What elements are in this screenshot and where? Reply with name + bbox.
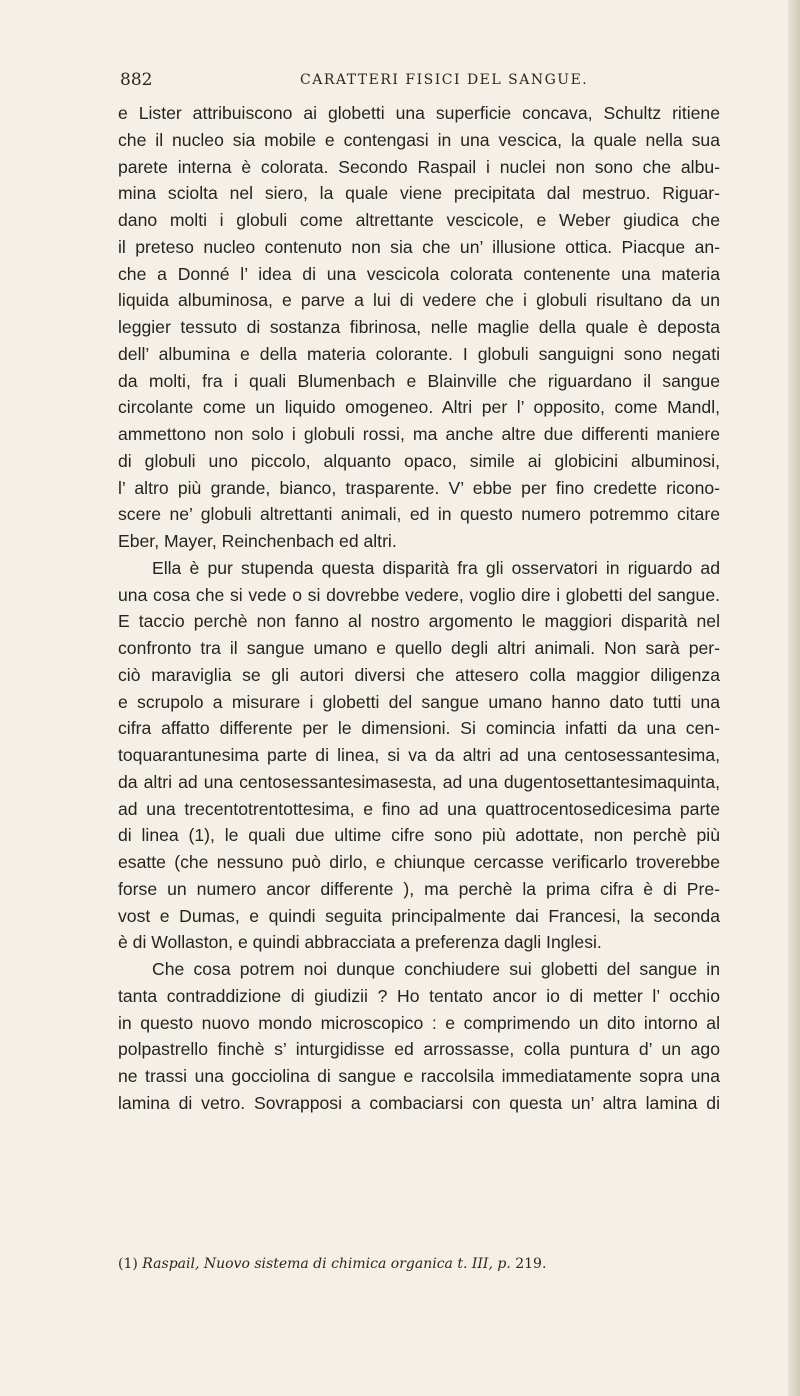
text-line: vost e Dumas, e quindi seguita principalmente dai Francesi, la seconda	[118, 905, 720, 926]
text-line: di linea (1), le quali due ultime cifre sono più adottate, non perchè più	[118, 825, 720, 846]
footnote-marker: (1)	[118, 1256, 138, 1272]
running-title: CARATTERI FISICI DEL SANGUE.	[300, 72, 589, 88]
text-line: polpastrello finchè s’ inturgidisse ed arrossasse, colla puntura d’ un ago	[118, 1039, 720, 1060]
footnote-page: 219.	[515, 1256, 547, 1272]
text-line: lamina di vetro. Sovrapposi a combaciarsi con questa un’ altra lamina di	[118, 1092, 720, 1113]
text-line: parete interna è colorata. Secondo Raspail i nuclei non sono che albu-	[118, 156, 720, 177]
text-line: è di Wollaston, e quindi abbracciata a preferenza dagli Inglesi.	[118, 932, 602, 953]
body-text	[118, 100, 720, 1117]
paragraph-start-line: Che cosa potrem noi dunque conchiudere sui globetti del sangue in	[152, 959, 720, 979]
text-line: cifra affatto differente per le dimensioni. Si comincia infatti da una cen-	[118, 718, 720, 739]
text-line: circolante come un liquido omogeneo. Altri per l’ opposito, come Mandl,	[118, 397, 720, 418]
footnote-work: Nuovo sistema di chimica organica t. III, p.	[203, 1256, 511, 1272]
text-line: in questo nuovo mondo microscopico : e comprimendo un dito intorno al	[118, 1012, 720, 1033]
text-line: da molti, fra i quali Blumenbach e Blainville che riguardano il sangue	[118, 370, 720, 391]
text-line: e scrupolo a misurare i globetti del sangue umano hanno dato tutti una	[118, 691, 720, 712]
text-line: toquarantunesima parte di linea, si va da altri ad una centosessantesima,	[118, 745, 720, 765]
text-line: liquida albuminosa, e parve a lui di vedere che i globuli risultano da un	[118, 290, 720, 311]
text-line: che a Donné l’ idea di una vescicola colorata contenente una materia	[118, 263, 720, 284]
page-header	[120, 70, 720, 94]
text-line: una cosa che si vede o si dovrebbe vedere, voglio dire i globetti del sangue.	[118, 584, 720, 605]
text-line: che il nucleo sia mobile e contengasi in una vescica, la quale nella sua	[118, 129, 720, 150]
text-line: l’ altro più grande, bianco, trasparente. V’ ebbe per fino credette ricono-	[118, 477, 720, 498]
text-line: ad una trecentotrentottesima, e fino ad una quattrocentosedicesima parte	[118, 798, 720, 819]
footnote	[118, 1256, 718, 1272]
text-line: scere ne’ globuli altrettanti animali, ed in questo numero potremmo citare	[118, 504, 720, 525]
text-line: dell’ albumina e della materia colorante. I globuli sanguigni sono negati	[118, 343, 720, 364]
text-line: tanta contraddizione di giudizii ? Ho tentato ancor io di metter l’ occhio	[118, 985, 720, 1006]
page-edge-shadow	[788, 0, 800, 1396]
paragraph-start-line: Ella è pur stupenda questa disparità fra gli osservatori in riguardo ad	[152, 557, 720, 578]
text-line: Eber, Mayer, Reinchenbach ed altri.	[118, 531, 397, 551]
page-number: 882	[120, 70, 153, 90]
text-line: confronto tra il sangue umano e quello degli altri animali. Non sarà per-	[118, 638, 720, 658]
text-line: forse un numero ancor differente ), ma perchè la prima cifra è di Pre-	[118, 878, 720, 899]
text-line: il preteso nucleo contenuto non sia che un’ illusione ottica. Piacque an-	[118, 236, 720, 257]
text-line: E taccio perchè non fanno al nostro argomento le maggiori disparità nel	[118, 611, 720, 632]
text-line: ciò maraviglia se gli autori diversi che attesero colla maggior diligenza	[118, 664, 720, 685]
text-line: esatte (che nessuno può dirlo, e chiunque cercasse verificarlo troverebbe	[118, 852, 720, 872]
text-line: leggier tessuto di sostanza fibrinosa, nelle maglie della quale è deposta	[118, 317, 720, 337]
text-line: ammettono non solo i globuli rossi, ma anche altre due differenti maniere	[118, 424, 720, 444]
footnote-author: Raspail,	[142, 1256, 200, 1272]
text-line: e Lister attribuiscono ai globetti una superficie concava, Schultz ritiene	[118, 103, 720, 123]
text-line: mina sciolta nel siero, la quale viene precipitata dal mestruo. Riguar-	[118, 183, 720, 204]
text-line: da altri ad una centosessantesimasesta, ad una dugentosettantesimaquinta,	[118, 771, 720, 792]
text-line: dano molti i globuli come altrettante vescicole, e Weber giudica che	[118, 210, 720, 230]
text-line: di globuli uno piccolo, alquanto opaco, simile ai globicini albuminosi,	[118, 450, 720, 471]
text-line: ne trassi una gocciolina di sangue e raccolsila immediatamente sopra una	[118, 1066, 720, 1086]
